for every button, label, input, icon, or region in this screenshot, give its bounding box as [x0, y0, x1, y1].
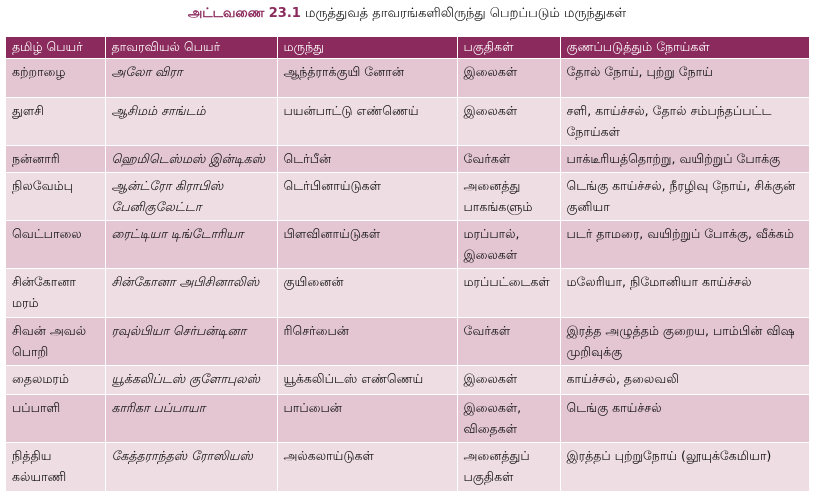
header-diseases: குணப்படுத்தும் நோய்கள்	[560, 37, 809, 59]
cell-botanical-name: சின்கோனா அபிசினாலிஸ்	[105, 269, 277, 318]
cell-tamil-name: நன்னாரி	[6, 146, 105, 173]
caption-label: அட்டவணை 23.1	[188, 6, 301, 21]
cell-botanical-name: ஆன்ட்ரோ கிராபிஸ் பேனிகுலேட்டா	[105, 173, 277, 221]
header-tamil-name: தமிழ் பெயர்	[6, 37, 105, 59]
table-header-row	[6, 37, 809, 59]
cell-parts: இலைகள்	[457, 98, 560, 146]
cell-botanical-name: யூக்கலிப்டஸ் குளோபுலஸ்	[105, 366, 277, 395]
cell-medicine: டெர்பீன்	[277, 146, 457, 173]
cell-medicine: பயன்பாட்டு எண்ணெய்	[277, 98, 457, 146]
table-row	[6, 59, 809, 98]
medicinal-plants-table	[6, 37, 809, 491]
cell-tamil-name: பப்பாளி	[6, 395, 105, 443]
header-medicine: மருந்து	[277, 37, 457, 59]
table-row	[6, 173, 809, 221]
table-caption	[0, 6, 814, 22]
cell-medicine: அல்கலாய்டுகள்	[277, 443, 457, 491]
cell-medicine: டெர்பினாய்டுகள்	[277, 173, 457, 221]
cell-tamil-name: நித்திய கல்யாணி	[6, 443, 105, 491]
table-row	[6, 146, 809, 173]
cell-medicine: குயினைன்	[277, 269, 457, 318]
cell-diseases: பாக்டீரியத்தொற்று, வயிற்றுப் போக்கு	[560, 146, 809, 173]
table-row	[6, 221, 809, 269]
cell-tamil-name: சிவன் அவல் பொறி	[6, 318, 105, 366]
cell-diseases: இரத்தப் புற்றுநோய் (லூயுக்கேமியா)	[560, 443, 809, 491]
cell-botanical-name: காரிகா பப்பாயா	[105, 395, 277, 443]
cell-diseases: காய்ச்சல், தலைவலி	[560, 366, 809, 395]
table-row	[6, 269, 809, 318]
cell-parts: இலைகள்	[457, 59, 560, 98]
cell-diseases: தோல் நோய், புற்று நோய்	[560, 59, 809, 98]
cell-diseases: படர் தாமரை, வயிற்றுப் போக்கு, வீக்கம்	[560, 221, 809, 269]
cell-parts: வேர்கள்	[457, 318, 560, 366]
cell-diseases: டெங்கு காய்ச்சல்	[560, 395, 809, 443]
cell-parts: இலைகள், விதைகள்	[457, 395, 560, 443]
table-row	[6, 318, 809, 366]
cell-botanical-name: ரைட்டியா டிங்டோரியா	[105, 221, 277, 269]
header-botanical-name: தாவரவியல் பெயர்	[105, 37, 277, 59]
cell-parts: வேர்கள்	[457, 146, 560, 173]
cell-tamil-name: துளசி	[6, 98, 105, 146]
table-row	[6, 366, 809, 395]
table-row	[6, 98, 809, 146]
cell-parts: இலைகள்	[457, 366, 560, 395]
cell-diseases: டெங்கு காய்ச்சல், நீரழிவு நோய், சிக்குன் குனியா	[560, 173, 809, 221]
cell-tamil-name: சின்கோனா மரம்	[6, 269, 105, 318]
cell-tamil-name: கற்றாழை	[6, 59, 105, 98]
table-row	[6, 395, 809, 443]
cell-botanical-name: ரவுல்பியா செர்பன்டினா	[105, 318, 277, 366]
cell-medicine: ரிசெர்பைன்	[277, 318, 457, 366]
cell-tamil-name: வெட்பாலை	[6, 221, 105, 269]
cell-parts: அனைத்து பாகங்களும்	[457, 173, 560, 221]
cell-botanical-name: ஆசிமம் சாங்டம்	[105, 98, 277, 146]
cell-tamil-name: நிலவேம்பு	[6, 173, 105, 221]
caption-title: மருத்துவத் தாவரங்களிலிருந்து பெறப்படும் மருந்துகள்	[305, 6, 626, 21]
cell-tamil-name: தைலமரம்	[6, 366, 105, 395]
cell-medicine: பிளவினாய்டுகள்	[277, 221, 457, 269]
cell-medicine: ஆந்த்ராக்குயி னோன்	[277, 59, 457, 98]
cell-diseases: மலேரியா, நிமோனியா காய்ச்சல்	[560, 269, 809, 318]
header-parts: பகுதிகள்	[457, 37, 560, 59]
cell-botanical-name: ஹெமிடெஸ்மஸ் இன்டிகஸ்	[105, 146, 277, 173]
cell-parts: அனைத்துப் பகுதிகள்	[457, 443, 560, 491]
cell-diseases: இரத்த அழுத்தம் குறைய, பாம்பின் விஷ முறிவுக்கு	[560, 318, 809, 366]
cell-parts: மரப்பட்டைகள்	[457, 269, 560, 318]
cell-medicine: யூக்கலிப்டஸ் எண்ணெய்	[277, 366, 457, 395]
cell-botanical-name: கேத்தராந்தஸ் ரோஸியஸ்	[105, 443, 277, 491]
cell-parts: மரப்பால், இலைகள்	[457, 221, 560, 269]
table-row	[6, 443, 809, 491]
cell-medicine: பாப்பைன்	[277, 395, 457, 443]
cell-botanical-name: அலோ விரா	[105, 59, 277, 98]
cell-diseases: சளி, காய்ச்சல், தோல் சம்பந்தப்பட்ட நோய்கள்	[560, 98, 809, 146]
